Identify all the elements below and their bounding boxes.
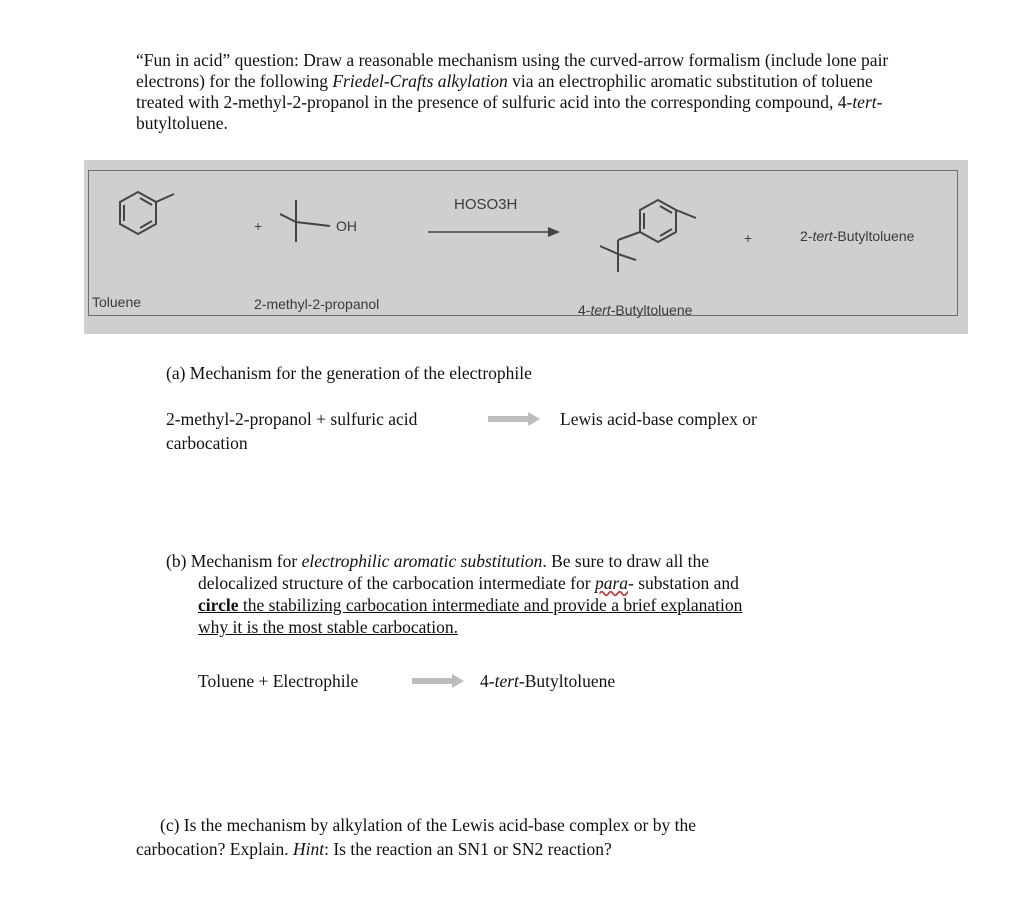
- intro-italic: Friedel-Crafts alkylation: [332, 71, 508, 91]
- product-tert: tert: [590, 302, 611, 318]
- intro-tert: tert: [852, 92, 877, 112]
- part-a-title: (a) Mechanism for the generation of the electrophile: [166, 363, 532, 383]
- eq-right-post: -Butyltoluene: [518, 671, 616, 691]
- toluene-label: Toluene: [92, 294, 142, 310]
- product-pre: 4-: [578, 302, 591, 318]
- reagent-label: HOSO3H: [454, 196, 518, 213]
- part-c-line2: [136, 838, 612, 860]
- part-b-line4: why it is the most stable carbocation.: [198, 617, 459, 637]
- byproduct-pre: 2-: [800, 228, 813, 244]
- part-a-left-line2: carbocation: [166, 433, 248, 453]
- question-intro: [136, 50, 896, 134]
- intro-text-1: “Fun in acid” question: Draw a reasonable mechanism using the curved-arrow formalism (include lone pair electrons) for the following: [136, 50, 889, 91]
- product-post: -Butyltoluene: [610, 302, 693, 318]
- part-a-left: 2-methyl-2-propanol + sulfuric acid: [166, 409, 418, 429]
- part-b-line2-post: - substation and: [628, 573, 739, 593]
- part-c-hint: Hint: [292, 839, 325, 859]
- reaction-scheme: [84, 160, 968, 334]
- part-b-line1: [166, 550, 866, 572]
- part-b-para: para: [594, 573, 629, 593]
- part-a-right: Lewis acid-base complex or: [560, 409, 757, 429]
- eq-right-pre: 4-: [480, 671, 495, 691]
- part-b-underlined: the stabilizing carbocation intermediate and provide a brief explanation: [238, 595, 743, 615]
- part-a-arrow-icon: [488, 411, 544, 427]
- part-b-eq-left: Toluene + Electrophile: [198, 671, 359, 691]
- part-c-line1: (c) Is the mechanism by alkylation of the Lewis acid-base complex or by the: [160, 815, 697, 835]
- part-b-circle: circle: [198, 595, 239, 615]
- plus-1: +: [254, 218, 263, 234]
- part-b-line2-pre: delocalized structure of the carbocation intermediate for: [198, 573, 595, 593]
- part-c-post: : Is the reaction an SN1 or SN2 reaction?: [324, 839, 612, 859]
- eq-right-tert: tert: [494, 671, 519, 691]
- oh-label: OH: [336, 218, 357, 234]
- plus-2: +: [744, 230, 753, 246]
- product-label: [578, 302, 692, 318]
- product-structure: [600, 200, 696, 272]
- part-b-italic: electrophilic aromatic substitution: [301, 551, 543, 571]
- part-b-text: [166, 550, 866, 638]
- reaction-arrow: [428, 227, 560, 237]
- part-c-pre: carbocation? Explain.: [136, 839, 293, 859]
- toluene-structure: [120, 192, 174, 234]
- part-b-line3: [166, 594, 866, 616]
- part-b-eq-right: [480, 670, 615, 692]
- propanol-label: 2-methyl-2-propanol: [254, 296, 380, 312]
- part-b-line2: [166, 572, 866, 594]
- part-b-arrow-icon: [412, 673, 468, 689]
- part-b-prefix: (b) Mechanism for: [166, 551, 302, 571]
- tert-butanol-structure: [280, 200, 330, 242]
- intro-text-2: via an electrophilic aromatic substitution of toluene treated with 2-methyl-2-propanol in the presence of sulfuric acid into the corresponding compound, 4-: [136, 71, 873, 112]
- intro-text-3: -butyltoluene.: [136, 92, 883, 133]
- part-b-mid: . Be sure to draw all the: [542, 551, 710, 571]
- byproduct-tert: tert: [812, 228, 833, 244]
- byproduct-label: [800, 228, 914, 244]
- scheme-structures: [84, 160, 968, 334]
- byproduct-post: -Butyltoluene: [832, 228, 915, 244]
